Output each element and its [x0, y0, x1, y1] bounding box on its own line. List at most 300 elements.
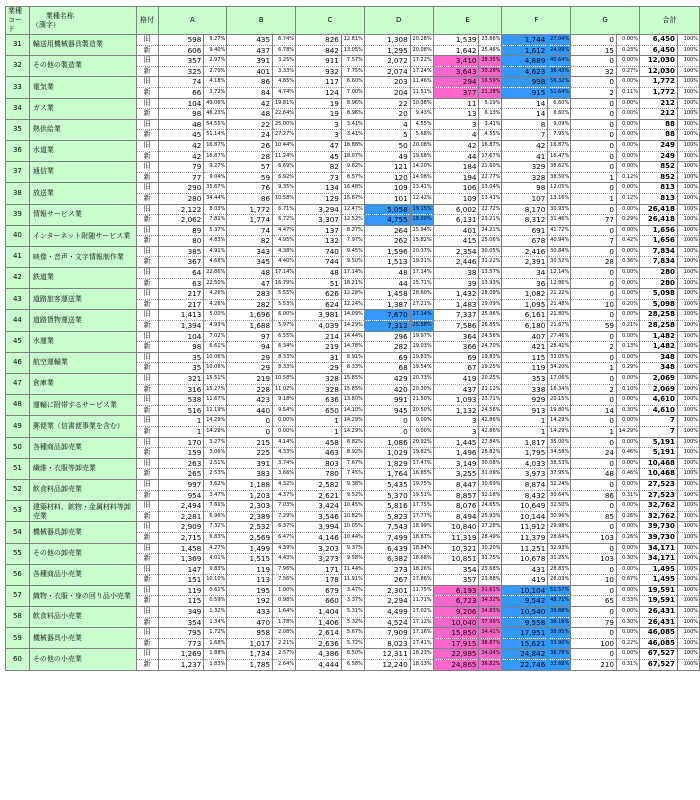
cell-count: 24,842: [502, 649, 548, 660]
cell-percent: 31.25%: [548, 554, 571, 565]
cell-percent: 11.46%: [410, 77, 433, 88]
cell-percent: 30.05%: [479, 246, 502, 257]
total-count: 348: [639, 363, 677, 374]
total-count: 7,834: [639, 246, 677, 257]
cell-count: 42: [158, 140, 204, 151]
cell-percent: 10.05%: [341, 522, 364, 533]
total-percent: 100%: [677, 310, 699, 321]
cell-count: 74: [158, 77, 204, 88]
cell-count: 911: [296, 56, 342, 67]
cell-count: 64: [158, 268, 204, 279]
cell-percent: 0.00%: [616, 225, 639, 236]
table-row: [6, 416, 700, 427]
total-percent: 100%: [677, 151, 699, 162]
cell-percent: 14.29%: [341, 321, 364, 332]
cell-percent: 16.85%: [410, 469, 433, 480]
total-percent: 100%: [677, 522, 699, 533]
cell-count: 14: [502, 98, 548, 109]
cell-percent: 0.30%: [616, 617, 639, 628]
cell-percent: 18.21%: [341, 278, 364, 289]
industry-name: 各種商品卸売業: [29, 437, 136, 458]
total-percent: 100%: [677, 617, 699, 628]
cell-percent: 3.25%: [273, 56, 296, 67]
cell-percent: 31.75%: [479, 554, 502, 565]
cell-count: 11,912: [502, 522, 548, 533]
cell-count: 76: [227, 183, 273, 194]
cell-percent: 19.80%: [548, 405, 571, 416]
cell-percent: 1.34%: [204, 617, 227, 628]
cell-count: 22,985: [433, 649, 479, 660]
industry-name: その他の卸売業: [29, 543, 136, 564]
cell-percent: 20.30%: [410, 384, 433, 395]
cell-count: 997: [158, 479, 204, 490]
table-row: [6, 374, 700, 385]
cell-percent: 9.58%: [341, 554, 364, 565]
table-row: [6, 458, 700, 469]
cell-percent: 4.93%: [204, 321, 227, 332]
rating-label: 旧: [136, 607, 158, 618]
cell-count: 24: [227, 130, 273, 141]
cell-count: 98: [502, 183, 548, 194]
industry-code: 53: [6, 501, 30, 522]
cell-percent: 6.37%: [273, 522, 296, 533]
cell-percent: 4.18%: [204, 77, 227, 88]
cell-count: 377: [433, 87, 479, 98]
cell-percent: 0.00%: [616, 98, 639, 109]
cell-count: 2: [571, 384, 617, 395]
cell-count: 19: [296, 109, 342, 120]
cell-percent: 15.71%: [410, 278, 433, 289]
rating-label: 旧: [136, 56, 158, 67]
cell-count: 29: [296, 363, 342, 374]
cell-count: 6,439: [364, 543, 410, 554]
table-row: [6, 119, 700, 130]
cell-count: 0: [571, 564, 617, 575]
cell-count: 0: [571, 374, 617, 385]
cell-count: 349: [158, 607, 204, 618]
cell-percent: 6.00%: [273, 310, 296, 321]
cell-count: 3: [433, 119, 479, 130]
total-count: 19,591: [639, 585, 677, 596]
total-count: 26,418: [639, 204, 677, 215]
cell-percent: 24.65%: [479, 501, 502, 512]
cell-percent: 3.47%: [341, 585, 364, 596]
table-row: [6, 352, 700, 363]
cell-count: 8,170: [502, 204, 548, 215]
total-count: 27,523: [639, 490, 677, 501]
cell-percent: 14.10%: [341, 405, 364, 416]
cell-percent: 54.55%: [204, 119, 227, 130]
industry-name: 放送業: [29, 183, 136, 204]
cell-count: 0: [571, 352, 617, 363]
cell-percent: 10.06%: [204, 352, 227, 363]
cell-count: 773: [158, 638, 204, 649]
table-row: [6, 310, 700, 321]
cell-percent: 17.86%: [410, 575, 433, 586]
cell-percent: 28.09%: [479, 289, 502, 300]
cell-percent: 30.28%: [479, 66, 502, 77]
cell-count: 5,823: [364, 511, 410, 522]
table-row: [6, 77, 700, 88]
cell-count: 3: [433, 426, 479, 437]
cell-percent: 30.96%: [548, 511, 571, 522]
cell-percent: 10.44%: [273, 140, 296, 151]
cell-percent: 34.58%: [548, 448, 571, 459]
cell-percent: 0.00%: [616, 35, 639, 46]
cell-percent: 0.11%: [616, 87, 639, 98]
cell-count: 10,321: [433, 543, 479, 554]
cell-count: 267: [364, 575, 410, 586]
header-name: [29, 7, 136, 35]
cell-percent: 27.27%: [273, 130, 296, 141]
cell-percent: 21.60%: [479, 162, 502, 173]
cell-count: 7,543: [364, 522, 410, 533]
total-percent: 100%: [677, 448, 699, 459]
cell-percent: 14.44%: [341, 331, 364, 342]
cell-count: 1,515: [227, 554, 273, 565]
rating-label: 旧: [136, 140, 158, 151]
cell-count: 113: [227, 575, 273, 586]
total-percent: 100%: [677, 564, 699, 575]
cell-percent: 0.12%: [616, 172, 639, 183]
cell-count: 2,389: [227, 511, 273, 522]
cell-percent: 4.26%: [204, 289, 227, 300]
cell-count: 0: [571, 501, 617, 512]
cell-count: 8,874: [502, 479, 548, 490]
cell-count: 1,829: [364, 458, 410, 469]
cell-count: 0: [571, 310, 617, 321]
cell-percent: 0.00%: [616, 183, 639, 194]
cell-percent: 6.55%: [273, 331, 296, 342]
cell-percent: 0.10%: [616, 384, 639, 395]
industry-name: 機械器具卸売業: [29, 522, 136, 543]
header-col-d: D: [364, 7, 433, 35]
cell-percent: 12.52%: [341, 215, 364, 226]
cell-count: 2,494: [158, 501, 204, 512]
cell-percent: 11.51%: [410, 87, 433, 98]
cell-percent: 6.60%: [341, 77, 364, 88]
cell-percent: 34.20%: [548, 363, 571, 374]
cell-percent: 35.67%: [204, 183, 227, 194]
cell-count: 4,146: [296, 532, 342, 543]
cell-percent: 38.62%: [548, 162, 571, 173]
cell-count: 2: [571, 342, 617, 353]
cell-percent: 21.87%: [548, 321, 571, 332]
cell-percent: 0.00%: [616, 56, 639, 67]
rating-label: 新: [136, 426, 158, 437]
cell-count: 1,539: [433, 35, 479, 46]
cell-count: 0: [571, 130, 617, 141]
total-count: 26,418: [639, 215, 677, 226]
cell-percent: 38.53%: [548, 458, 571, 469]
rating-label: 新: [136, 596, 158, 607]
cell-percent: 30.08%: [479, 458, 502, 469]
cell-count: 34: [502, 268, 548, 279]
cell-count: 367: [158, 257, 204, 268]
cell-percent: 24.99%: [548, 45, 571, 56]
cell-count: 48: [158, 119, 204, 130]
cell-count: 3,294: [296, 204, 342, 215]
cell-percent: 19.68%: [410, 151, 433, 162]
table-row: [6, 607, 700, 618]
cell-percent: 7.81%: [204, 215, 227, 226]
cell-percent: 19.51%: [410, 490, 433, 501]
cell-count: 89: [158, 225, 204, 236]
cell-count: 1,095: [502, 299, 548, 310]
cell-percent: 8.27%: [341, 225, 364, 236]
industry-code: 31: [6, 35, 30, 56]
cell-count: 17,915: [433, 638, 479, 649]
cell-count: 228: [227, 384, 273, 395]
cell-count: 32: [571, 66, 617, 77]
cell-percent: 25.88%: [410, 321, 433, 332]
rating-label: 新: [136, 405, 158, 416]
cell-count: 124: [296, 87, 342, 98]
cell-count: 5,370: [364, 490, 410, 501]
cell-percent: 23.88%: [479, 575, 502, 586]
cell-percent: 4.68%: [204, 257, 227, 268]
cell-count: 36: [502, 278, 548, 289]
table-row: [6, 289, 700, 300]
cell-percent: 7.29%: [273, 511, 296, 522]
cell-percent: 36.78%: [548, 649, 571, 660]
total-percent: 100%: [677, 469, 699, 480]
rating-label: 旧: [136, 310, 158, 321]
cell-percent: 0.12%: [616, 193, 639, 204]
rating-label: 新: [136, 66, 158, 77]
cell-percent: 14.29%: [548, 416, 571, 427]
cell-percent: 7.96%: [273, 564, 296, 575]
cell-count: 48: [571, 469, 617, 480]
cell-percent: 13.04%: [479, 183, 502, 194]
cell-count: 419: [433, 374, 479, 385]
cell-percent: 6.72%: [273, 215, 296, 226]
cell-percent: 4.85%: [273, 77, 296, 88]
cell-percent: 0.30%: [616, 554, 639, 565]
cell-count: 2,294: [364, 596, 410, 607]
cell-count: 9,206: [433, 607, 479, 618]
cell-count: 321: [158, 374, 204, 385]
industry-code: 42: [6, 268, 30, 289]
cell-count: 0: [571, 77, 617, 88]
cell-percent: 8.96%: [341, 98, 364, 109]
total-percent: 100%: [677, 554, 699, 565]
cell-count: 35: [158, 363, 204, 374]
cell-count: 104: [158, 98, 204, 109]
cell-percent: 5.67%: [341, 628, 364, 639]
cell-percent: 31.09%: [479, 469, 502, 480]
cell-count: 85: [571, 511, 617, 522]
cell-count: 3: [296, 119, 342, 130]
cell-count: 147: [158, 564, 204, 575]
cell-percent: 14.29%: [341, 416, 364, 427]
table-row: [6, 183, 700, 194]
cell-percent: 7.61%: [204, 501, 227, 512]
cell-count: 1: [571, 172, 617, 183]
cell-count: 0: [571, 183, 617, 194]
cell-count: 203: [364, 77, 410, 88]
cell-count: 1: [571, 426, 617, 437]
cell-count: 2,303: [227, 501, 273, 512]
table-row: [6, 246, 700, 257]
cell-percent: 2.53%: [204, 469, 227, 480]
cell-percent: 28.41%: [548, 342, 571, 353]
cell-count: 353: [502, 374, 548, 385]
total-percent: 100%: [677, 236, 699, 247]
cell-count: 3: [433, 416, 479, 427]
total-percent: 100%: [677, 352, 699, 363]
total-percent: 100%: [677, 109, 699, 120]
table-row: [6, 204, 700, 215]
cell-percent: 18.13%: [410, 660, 433, 671]
cell-count: 178: [296, 575, 342, 586]
cell-count: 0: [571, 109, 617, 120]
cell-percent: 22.64%: [273, 109, 296, 120]
industry-table-wrapper: [5, 6, 700, 671]
cell-percent: 20.15%: [548, 395, 571, 406]
cell-count: 8,857: [433, 490, 479, 501]
cell-count: 0: [571, 395, 617, 406]
cell-percent: 0.00%: [616, 628, 639, 639]
cell-count: 7,337: [433, 310, 479, 321]
total-percent: 100%: [677, 130, 699, 141]
cell-percent: 1.83%: [204, 660, 227, 671]
cell-count: 82: [227, 236, 273, 247]
total-percent: 100%: [677, 384, 699, 395]
cell-count: 8: [502, 119, 548, 130]
cell-percent: 6.34%: [273, 342, 296, 353]
cell-count: 79: [158, 162, 204, 173]
industry-code: 32: [6, 56, 30, 77]
cell-percent: 48.71%: [548, 596, 571, 607]
cell-count: 6,382: [364, 554, 410, 565]
cell-percent: 0.00%: [616, 479, 639, 490]
rating-label: 新: [136, 342, 158, 353]
cell-count: 5,058: [364, 204, 410, 215]
cell-count: 151: [158, 575, 204, 586]
cell-percent: 15.87%: [341, 193, 364, 204]
cell-count: 48: [296, 268, 342, 279]
cell-percent: 0.46%: [616, 448, 639, 459]
cell-percent: 0.00%: [410, 426, 433, 437]
industry-name: 織物・衣服・身の回り品小売業: [29, 585, 136, 606]
industry-name: 情報サービス業: [29, 204, 136, 225]
total-percent: 100%: [677, 98, 699, 109]
cell-count: 117: [296, 77, 342, 88]
cell-count: 1,404: [296, 607, 342, 618]
cell-count: 29: [227, 352, 273, 363]
cell-percent: 0.00%: [616, 119, 639, 130]
cell-count: 0: [571, 437, 617, 448]
total-percent: 100%: [677, 225, 699, 236]
rating-label: 旧: [136, 289, 158, 300]
cell-percent: 30.69%: [479, 479, 502, 490]
cell-count: 6,723: [433, 596, 479, 607]
cell-count: 1,483: [433, 299, 479, 310]
cell-count: 11,251: [502, 543, 548, 554]
cell-count: 283: [227, 289, 273, 300]
cell-count: 1,785: [227, 660, 273, 671]
cell-percent: 28.82%: [479, 448, 502, 459]
cell-percent: 33.68%: [548, 660, 571, 671]
cell-percent: 0.00%: [616, 458, 639, 469]
cell-count: 0: [571, 151, 617, 162]
cell-percent: 0.33%: [616, 596, 639, 607]
cell-count: 7: [502, 130, 548, 141]
cell-count: 5: [364, 130, 410, 141]
rating-label: 新: [136, 638, 158, 649]
rating-label: 新: [136, 151, 158, 162]
cell-count: 780: [296, 469, 342, 480]
cell-count: 1,295: [364, 45, 410, 56]
cell-count: 1,795: [502, 448, 548, 459]
cell-percent: 0.00%: [616, 352, 639, 363]
cell-count: 132: [296, 236, 342, 247]
industry-code: 45: [6, 331, 30, 352]
cell-count: 1,596: [364, 246, 410, 257]
cell-percent: 51.64%: [548, 87, 571, 98]
cell-percent: 7.02%: [204, 331, 227, 342]
industry-name: その他の製造業: [29, 56, 136, 77]
cell-count: 2: [571, 87, 617, 98]
cell-count: 107: [502, 193, 548, 204]
cell-percent: 7.45%: [341, 469, 364, 480]
cell-count: 204: [364, 87, 410, 98]
cell-count: 385: [158, 246, 204, 257]
cell-percent: 16.87%: [204, 151, 227, 162]
cell-percent: 14.29%: [204, 416, 227, 427]
cell-count: 3: [296, 130, 342, 141]
cell-percent: 3.62%: [204, 479, 227, 490]
cell-count: 913: [502, 405, 548, 416]
rating-label: 旧: [136, 268, 158, 279]
industry-code: 36: [6, 140, 30, 161]
cell-count: 421: [502, 342, 548, 353]
cell-percent: 0.00%: [616, 162, 639, 173]
cell-count: 86: [227, 193, 273, 204]
rating-label: 新: [136, 87, 158, 98]
cell-count: 3,255: [433, 469, 479, 480]
cell-count: 2,281: [158, 511, 204, 522]
rating-label: 旧: [136, 225, 158, 236]
cell-count: 401: [433, 225, 479, 236]
cell-percent: 38.50%: [548, 172, 571, 183]
total-count: 4,610: [639, 405, 677, 416]
cell-count: 2,354: [433, 246, 479, 257]
industry-code: 35: [6, 119, 30, 140]
cell-percent: 4.32%: [273, 479, 296, 490]
cell-percent: 7.56%: [273, 575, 296, 586]
cell-percent: 3.41%: [479, 119, 502, 130]
cell-percent: 8.82%: [341, 437, 364, 448]
cell-count: 0: [571, 162, 617, 173]
total-percent: 100%: [677, 278, 699, 289]
cell-percent: 9.04%: [204, 172, 227, 183]
header-code-text: 業種 コード: [8, 7, 22, 33]
table-row: [6, 331, 700, 342]
total-count: 4,610: [639, 395, 677, 406]
industry-name: その他の小売業: [29, 649, 136, 670]
rating-label: 旧: [136, 649, 158, 660]
rating-label: 新: [136, 236, 158, 247]
rating-label: 旧: [136, 501, 158, 512]
cell-count: 47: [296, 140, 342, 151]
cell-count: 9,558: [502, 617, 548, 628]
cell-count: 47: [227, 278, 273, 289]
cell-percent: 17.14%: [410, 268, 433, 279]
cell-percent: 17.12%: [410, 617, 433, 628]
cell-count: 24: [571, 448, 617, 459]
